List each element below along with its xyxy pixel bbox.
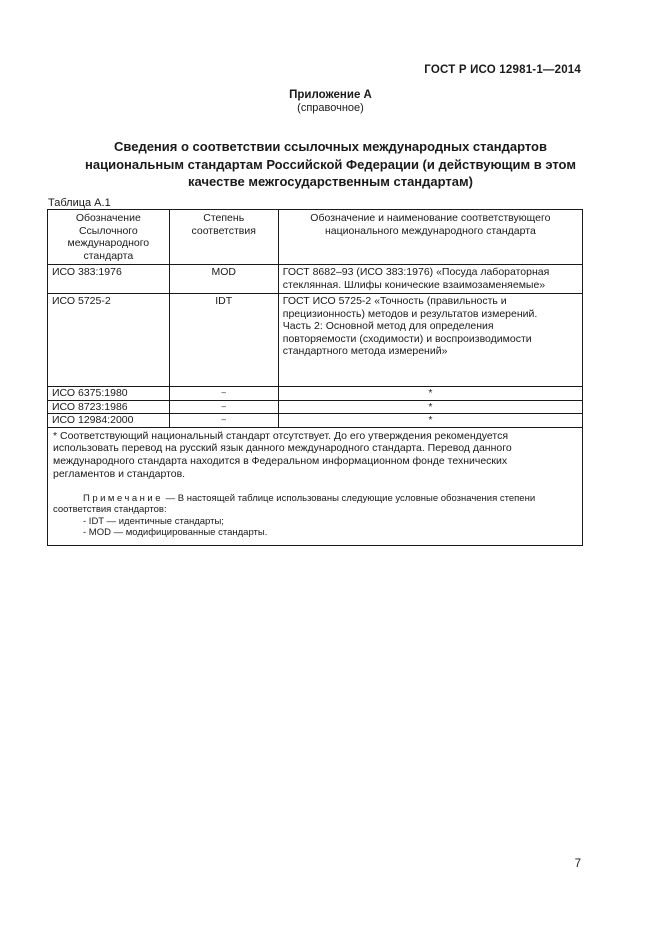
cell-designation: ИСО 8723:1986 (48, 400, 170, 414)
annex-title: Приложение А (289, 89, 372, 101)
note-item: - IDT — идентичные стандарты; (83, 515, 224, 527)
header-line: Обозначение (75, 212, 141, 224)
footnote-line: регламентов и стандартов. (53, 467, 186, 480)
cell-national: * (278, 414, 582, 428)
header-line: Обозначение и наименование соответствующего (310, 212, 551, 224)
table-row (48, 414, 583, 428)
cell-designation: ИСО 6375:1980 (48, 387, 170, 401)
notes-cell (48, 427, 583, 545)
note-item: - MOD — модифицированные стандарты. (83, 527, 268, 539)
annex-heading (0, 89, 661, 115)
cell-designation: ИСО 12984:2000 (48, 414, 170, 428)
table-footnote (53, 430, 577, 481)
cell-line: стандартного метода измерений» (282, 345, 448, 357)
cell-line: прецизионность) методов и результатов измерений. (282, 307, 538, 320)
cell-national (278, 294, 582, 387)
main-title-line: национальным стандартам Российской Федерации (и действующим в этом (85, 156, 576, 172)
header-designation (48, 210, 170, 265)
gost-code: ГОСТ Р ИСО 12981-1—2014 (424, 64, 581, 76)
table-row (48, 265, 583, 294)
cell-national: * (278, 400, 582, 414)
cell-degree: – (169, 400, 278, 414)
correspondence-table-wrapper (47, 209, 583, 546)
note-text-continued: соответствия стандартов: (53, 504, 167, 516)
note-label: Примечание (83, 492, 163, 504)
header-line: Степень (203, 212, 245, 224)
note-text: — В настоящей таблице использованы следующие условные обозначения степени (163, 492, 536, 504)
cell-line: стеклянная. Шлифы конические взаимозаменяемые» (282, 278, 546, 291)
cell-degree: – (169, 414, 278, 428)
footnote-line: международного стандарта находится в Федеральном информационном фонде технических (53, 455, 508, 468)
header-line: стандарта (83, 249, 134, 262)
cell-degree: MOD (169, 265, 278, 294)
header-national (278, 210, 582, 265)
annex-subtitle: (справочное) (297, 102, 364, 114)
cell-national: * (278, 387, 582, 401)
header-degree (169, 210, 278, 265)
table-row (48, 400, 583, 414)
header-line: международного (67, 237, 150, 249)
cell-degree: IDT (169, 294, 278, 387)
note-first-line (53, 493, 577, 505)
footnote-line: использовать перевод на русский язык данного международного стандарта. Перевод данного (53, 442, 512, 455)
cell-line: Часть 2: Основной метод для определения (282, 320, 494, 332)
cell-designation: ИСО 5725-2 (48, 294, 170, 387)
header-line: национального международного стандарта (324, 224, 536, 237)
table-notes-row (48, 427, 583, 545)
table-caption: Таблица А.1 (48, 197, 111, 209)
main-title-line: качестве межгосударственным стандартам) (188, 174, 473, 189)
correspondence-table (47, 209, 583, 546)
table-row (48, 387, 583, 401)
table-header-row (48, 210, 583, 265)
table-row (48, 294, 583, 387)
cell-national (278, 265, 582, 294)
cell-line: ГОСТ 8682–93 (ИСО 383:1976) «Посуда лабораторная (282, 266, 550, 278)
cell-line: ГОСТ ИСО 5725-2 «Точность (правильность и (282, 295, 507, 307)
cell-degree: – (169, 387, 278, 401)
footnote-line: * Соответствующий национальный стандарт отсутствует. До его утверждения рекомендуется (53, 429, 509, 442)
header-line: Ссылочного (78, 224, 138, 237)
page-number: 7 (574, 858, 581, 870)
cell-designation: ИСО 383:1976 (48, 265, 170, 294)
header-line: соответствия (191, 224, 256, 237)
main-title (40, 138, 621, 191)
main-title-line: Сведения о соответствии ссылочных международных стандартов (114, 139, 547, 154)
cell-line: повторяемости (сходимости) и воспроизводимости (282, 332, 532, 345)
table-note (53, 493, 577, 539)
